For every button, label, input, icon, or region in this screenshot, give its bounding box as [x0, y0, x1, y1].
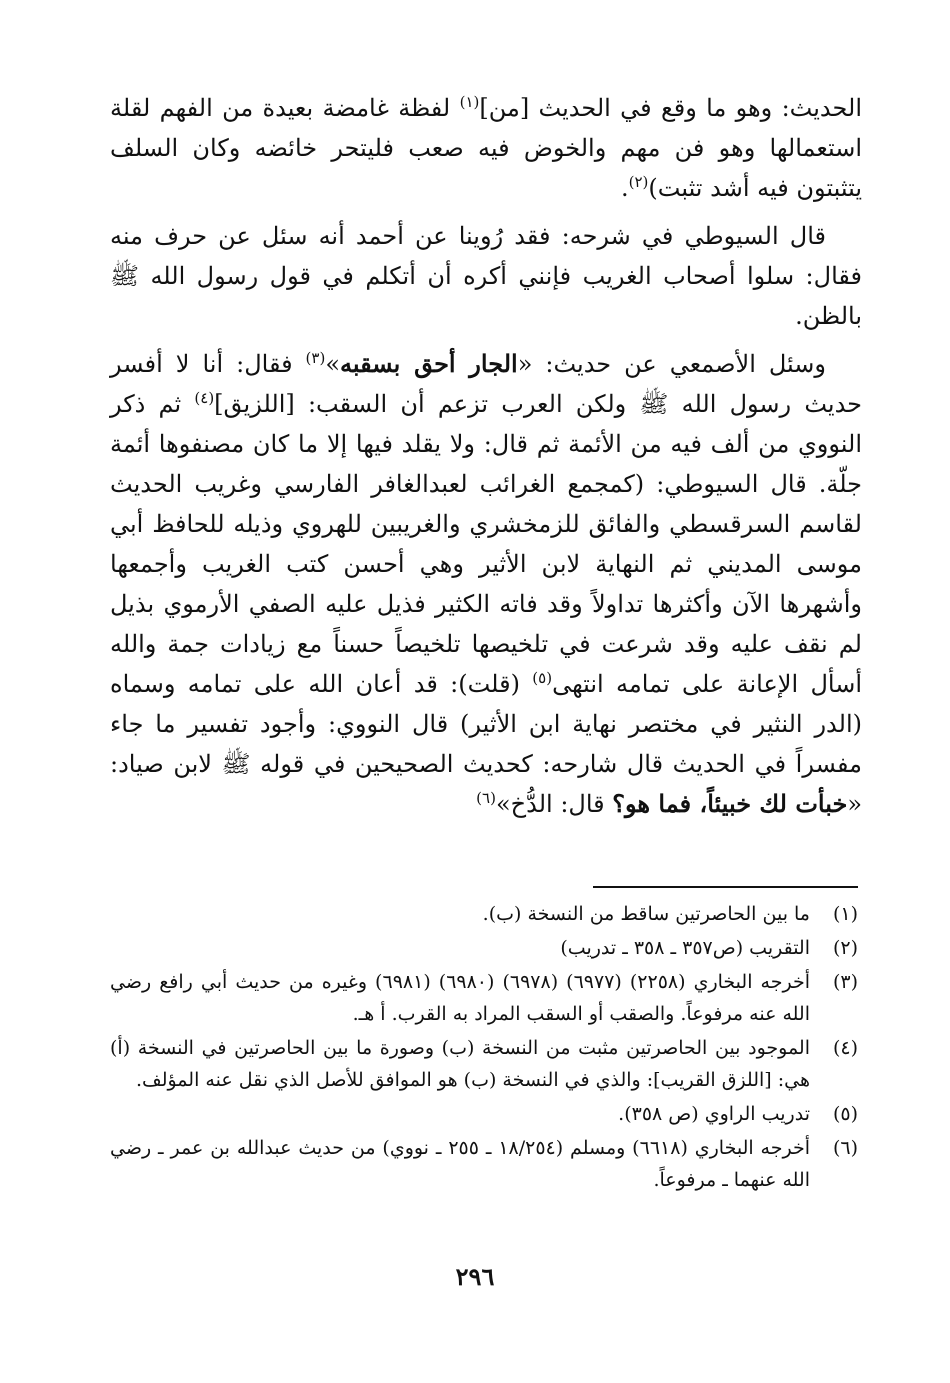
text-run: الحديث: وهو ما وقع في الحديث [من] [479, 94, 862, 122]
footnote-text: التقريب (ص٣٥٧ ـ ٣٥٨ ـ تدريب) [560, 937, 810, 959]
text-run: ثم ذكر النووي من ألف فيه من الأئمة ثم قال: ولا يقلد فيها إلا ما كان مصنفوها أئمة جلّة. قال السيوطي: (كمجمع الغرائب لعبدالغافر الفارسي وغريب الحديث لقاسم السرقسطي والفائق للزمخشري والغريبين للهروي وذيله للحافظ أبي موسى المديني ثم النهاية لابن الأثير وهي أحسن كتب الغريب وأجمعها وأشهرها الآن وأكثرها تداولاً وقد فاته الكثير فذيل عليه الصفي الأرموي بذيل لم نقف عليه وقد شرعت في تلخيصها تلخيصاً حسناً مع زيادات جمة والله أسأل الإعانة على تمامه انتهى [110, 390, 862, 698]
footnote-ref[interactable]: (١) [459, 93, 480, 111]
footnote-number: (٦) [832, 1137, 858, 1159]
footnote-number: (٥) [832, 1103, 858, 1125]
hadith-quote: الجار أحق بسقبه [340, 349, 518, 378]
footnote [110, 966, 858, 1030]
footnote [110, 1032, 858, 1096]
footnote [110, 898, 858, 930]
footnote [110, 1132, 858, 1196]
paragraph-3 [110, 344, 862, 824]
footnote-ref[interactable]: (٢) [628, 173, 649, 191]
footnote [110, 1098, 858, 1130]
footnote-ref[interactable]: (٥) [532, 669, 553, 687]
paragraph-1 [110, 88, 862, 208]
text-run: قال: الدُّخ» [495, 790, 613, 818]
footnote [110, 932, 858, 964]
footnote-number: (١) [832, 903, 858, 925]
hadith-quote: خبأت لك خبيئاً، فما هو؟ [612, 789, 848, 818]
text-run: » [325, 350, 341, 378]
text-run: فقال: أنا لا أفسر حديث رسول الله ﷺ ولكن العرب تزعم أن السقب: [اللزيق] [110, 350, 862, 418]
main-text [110, 88, 862, 832]
footnote-text: أخرجه البخاري (٢٢٥٨) (٦٩٧٧) (٦٩٧٨) (٦٩٨٠) (٦٩٨١) وغيره من حديث أبي رافع رضي الله عنه مرفوعاً. والصقب أو السقب المراد به القرب. أ هـ. [110, 971, 810, 1025]
footnote-text: ما بين الحاصرتين ساقط من النسخة (ب). [482, 903, 810, 925]
paragraph-2: قال السيوطي في شرحه: فقد رُوينا عن أحمد أنه سئل عن حرف منه فقال: سلوا أصحاب الغريب فإنني أكره أن أتكلم في قول رسول الله ﷺ بالظن. [110, 222, 862, 330]
footnote-number: (٢) [832, 937, 858, 959]
text-run: (قلت): قد أعان الله على تمامه وسماه (الدر النثير في مختصر نهاية ابن الأثير) قال النووي: وأجود تفسير ما جاء مفسراً في الحديث قال شارحه: كحديث الصحيحين في قوله ﷺ لابن صياد: « [110, 670, 862, 818]
footnotes [110, 898, 858, 1198]
footnote-number: (٤) [832, 1037, 858, 1059]
text-run: لفظة غامضة بعيدة من الفهم لقلة استعمالها وهو فن مهم والخوض فيه صعب فليتحر خائضه وكان السلف يتثبتون فيه أشد تثبت) [110, 94, 862, 202]
text-run: وسئل الأصمعي عن حديث: « [517, 350, 826, 378]
page-number: ٢٩٦ [455, 1262, 495, 1291]
footnote-ref[interactable]: (٣) [305, 349, 326, 367]
footnote-ref[interactable]: (٦) [476, 789, 496, 807]
footnote-ref[interactable]: (٤) [194, 389, 215, 407]
footnote-number: (٣) [832, 971, 858, 993]
text-run: . [620, 174, 629, 202]
footnote-text: أخرجه البخاري (٦٦١٨) ومسلم (١٨/٢٥٤ ـ ٢٥٥ ـ نووي) من حديث عبدالله بن عمر ـ رضي الله عنهما ـ مرفوعاً. [110, 1137, 810, 1191]
footnote-text: تدريب الراوي (ص ٣٥٨). [618, 1103, 810, 1125]
footnote-divider [593, 886, 858, 888]
footnote-text: الموجود بين الحاصرتين مثبت من النسخة (ب) وصورة ما بين الحاصرتين في النسخة (أ) هي: [اللزق القريب]: والذي في النسخة (ب) هو الموافق للأصل الذي نقل عنه المؤلف. [110, 1037, 810, 1091]
